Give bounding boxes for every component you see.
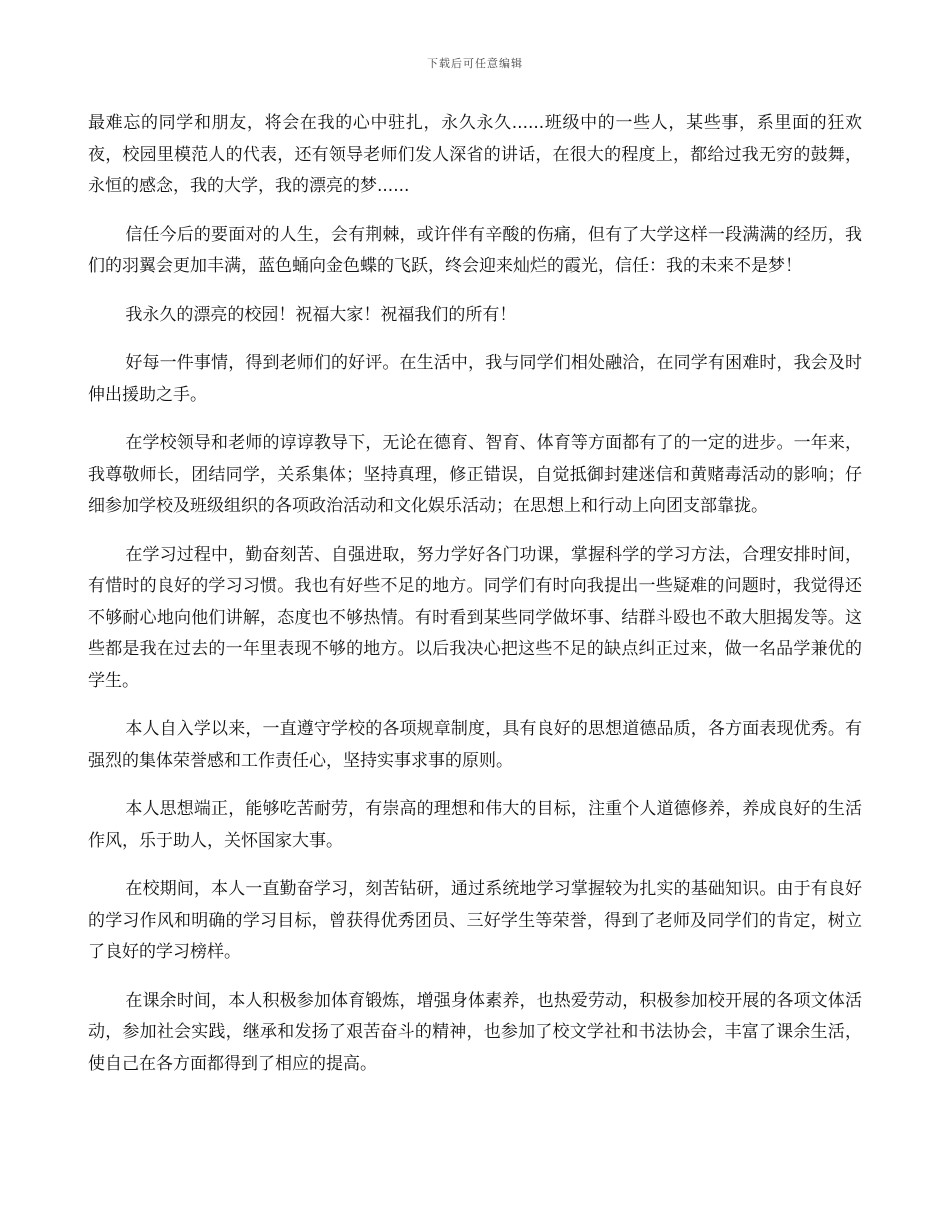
paragraph: 本人思想端正，能够吃苦耐劳，有崇高的理想和伟大的目标，注重个人道德修养，养成良好的生活作风，乐于助人，关怀国家大事。 xyxy=(88,799,862,851)
paragraph: 最难忘的同学和朋友，将会在我的心中驻扎，永久永久......班级中的一些人，某些事，系里面的狂欢夜，校园里模范人的代表，还有领导老师们发人深省的讲话，在很大的程度上，都给过我无穷的鼓舞，永恒的感念，我的大学，我的漂亮的梦...... xyxy=(88,113,862,196)
page-header: 下载后可任意编辑 xyxy=(427,57,523,70)
paragraph: 好每一件事情，得到老师们的好评。在生活中，我与同学们相处融洽，在同学有困难时，我会及时伸出援助之手。 xyxy=(88,353,862,405)
document-body xyxy=(88,108,862,1097)
paragraph: 我永久的漂亮的校园！祝福大家！祝福我们的所有！ xyxy=(125,304,517,325)
paragraph: 在校期间，本人一直勤奋学习，刻苦钻研，通过系统地学习掌握较为扎实的基础知识。由于有良好的学习作风和明确的学习目标，曾获得优秀团员、三好学生等荣誉，得到了老师及同学们的肯定，树立了良好的学习榜样。 xyxy=(88,879,862,962)
paragraph: 在学校领导和老师的谆谆教导下，无论在德育、智育、体育等方面都有了的一定的进步。一年来，我尊敬师长，团结同学，关系集体；坚持真理，修正错误，自觉抵御封建迷信和黄赌毒活动的影响；仔细参加学校及班级组织的各项政治活动和文化娱乐活动；在思想上和行动上向团支部靠拢。 xyxy=(88,433,862,516)
paragraph: 在学习过程中，勤奋刻苦、自强进取，努力学好各门功课，掌握科学的学习方法，合理安排时间，有惜时的良好的学习习惯。我也有好些不足的地方。同学们有时向我提出一些疑难的问题时，我觉得还不够耐心地向他们讲解，态度也不够热情。有时看到某些同学做坏事、结群斗殴也不敢大胆揭发等。这些都是我在过去的一年里表现不够的地方。以后我决心把这些不足的缺点纠正过来，做一名品学兼优的学生。 xyxy=(88,544,862,691)
paragraph: 本人自入学以来，一直遵守学校的各项规章制度，具有良好的思想道德品质，各方面表现优秀。有强烈的集体荣誉感和工作责任心，坚持实事求事的原则。 xyxy=(88,719,862,771)
paragraph: 在课余时间，本人积极参加体育锻炼，增强身体素养，也热爱劳动，积极参加校开展的各项文体活动，参加社会实践，继承和发扬了艰苦奋斗的精神，也参加了校文学社和书法协会，丰富了课余生活，使自己在各方面都得到了相应的提高。 xyxy=(88,990,862,1074)
paragraph: 信任今后的要面对的人生，会有荆棘，或许伴有辛酸的伤痛，但有了大学这样一段满满的经历，我们的羽翼会更加丰满，蓝色蛹向金色蝶的飞跃，终会迎来灿烂的霞光，信任：我的未来不是梦！ xyxy=(88,224,862,276)
